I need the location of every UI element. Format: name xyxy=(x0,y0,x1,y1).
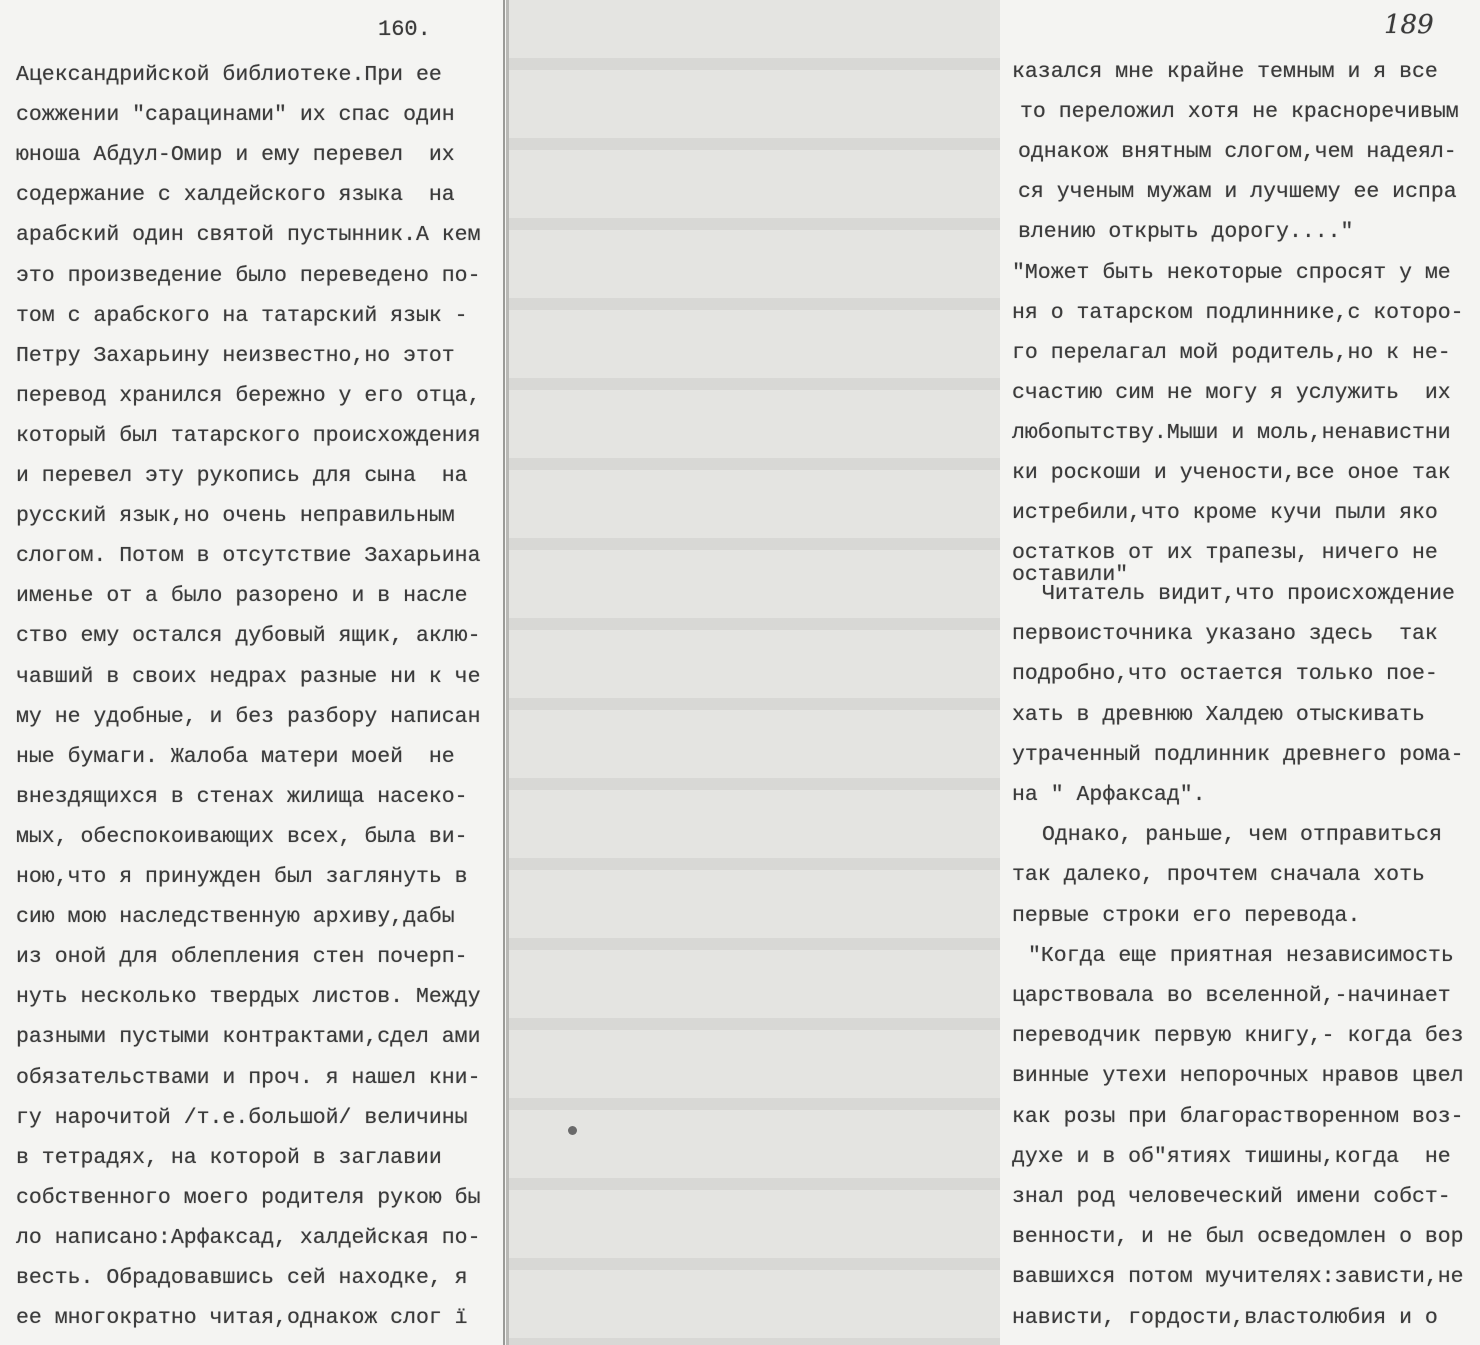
text-line: подробно,что остается только пое- xyxy=(1012,662,1438,687)
text-line: го перелагал мой родитель,но к не- xyxy=(1012,340,1451,365)
text-line: "Может быть некоторые спросят у ме xyxy=(1012,260,1451,285)
text-line: ною,что я принужден был заглянуть в xyxy=(16,865,468,889)
text-line: му не удобные, и без разбору написан xyxy=(16,704,481,729)
text-line: как розы при благорастворенном воз- xyxy=(1012,1104,1464,1129)
text-line: утраченный подлинник древнего рома- xyxy=(1012,742,1464,767)
text-line: именье от а было разорено и в насле xyxy=(16,584,468,609)
text-line: и перевел эту рукопись для сына на xyxy=(16,464,468,488)
text-line: внездящихся в стенах жилища насеко- xyxy=(16,784,468,809)
ink-spot xyxy=(568,1126,577,1135)
text-line: ее многократно читая,однакож слог ї xyxy=(16,1306,468,1331)
text-line: ство ему остался дубовый ящик, аклю- xyxy=(16,624,481,649)
text-line: разными пустыми контрактами,сдел ами xyxy=(16,1025,481,1050)
page-fold-line xyxy=(503,0,505,1345)
text-line: чавший в своих недрах разные ни к че xyxy=(16,664,481,689)
text-line: собственного моего родителя рукою бы xyxy=(16,1185,481,1210)
text-line: нависти, гордости,властолюбия и о xyxy=(1012,1305,1438,1330)
text-line: любопытству.Мыши и моль,ненавистни xyxy=(1012,420,1451,445)
text-line: том с арабского на татарский язык - xyxy=(16,303,468,328)
text-line: сию мою наследственную архиву,дабы xyxy=(16,905,455,930)
text-line: переводчик первую книгу,- когда без xyxy=(1012,1024,1464,1049)
text-line: юноша Абдул-Омир и ему перевел их xyxy=(16,143,455,168)
text-line: ло написано:Арфаксад, халдейская по- xyxy=(16,1225,481,1250)
text-line: то переложил хотя не красноречивым xyxy=(1020,100,1459,125)
text-line: казался мне крайне темным и я все xyxy=(1012,60,1438,84)
bleed-through-area xyxy=(506,0,1000,1345)
text-line: остатков от их трапезы, ничего не xyxy=(1012,541,1438,566)
text-line: обязательствами и проч. я нашел кни- xyxy=(16,1065,481,1090)
text-line: Однако, раньше, чем отправиться xyxy=(1042,823,1442,848)
text-line: счастию сим не могу я услужить их xyxy=(1012,380,1451,405)
text-line: гу нарочитой /т.е.большой/ величины xyxy=(16,1105,468,1130)
text-line: истребили,что кроме кучи пыли яко xyxy=(1012,501,1438,526)
text-line: так далеко, прочтем сначала хоть xyxy=(1012,863,1425,888)
text-line: ня о татарском подлиннике,с которо- xyxy=(1012,300,1464,325)
text-line: содержание с халдейского языка на xyxy=(16,183,455,208)
text-line: это произведение было переведено по- xyxy=(16,263,481,288)
text-line: хать в древнюю Халдею отыскивать xyxy=(1012,702,1425,727)
text-line: нуть несколько твердых листов. Между xyxy=(16,985,481,1010)
text-line: арабский один святой пустынник.А кем xyxy=(16,223,481,248)
text-line: ся ученым мужам и лучшему ее испра xyxy=(1018,180,1457,205)
text-line: на " Арфаксад". xyxy=(1012,783,1206,807)
text-line: однакож внятным слогом,чем надеял- xyxy=(1018,140,1457,165)
text-line: Петру Захарьину неизвестно,но этот xyxy=(16,343,455,368)
text-line: влению открыть дорогу...." xyxy=(1018,220,1354,245)
text-line: ные бумаги. Жалоба матери моей не xyxy=(16,744,455,769)
right-page-number: 189 xyxy=(1384,10,1434,40)
text-line: из оной для облепления стен почерп- xyxy=(16,945,468,970)
text-line: первоисточника указано здесь так xyxy=(1012,622,1438,647)
text-line: знал род человеческий имени собст- xyxy=(1012,1185,1451,1209)
text-line: ки роскоши и учености,все оное так xyxy=(1012,461,1451,485)
text-line: перевод хранился бережно у его отца, xyxy=(16,383,481,408)
text-line: сожжении "сарацинами" их спас один xyxy=(16,103,455,128)
text-line: который был татарского происхождения xyxy=(16,423,481,448)
text-line: мых, обеспокоивающих всех, была ви- xyxy=(16,824,468,849)
text-line: слогом. Потом в отсутствие Захарьина xyxy=(16,544,481,569)
text-line: русский язык,но очень неправильным xyxy=(16,504,455,529)
text-line: винные утехи непорочных нравов цвел xyxy=(1012,1064,1464,1089)
text-line: царствовала во вселенной,-начинает xyxy=(1012,984,1451,1008)
left-page-number: 160. xyxy=(378,17,431,42)
text-line: вавшихся потом мучителях:зависти,не xyxy=(1012,1265,1464,1290)
text-line: венности, и не был осведомлен о вор xyxy=(1012,1225,1464,1250)
text-line: первые строки его перевода. xyxy=(1012,903,1361,928)
text-line: духе и в об"ятиях тишины,когда не xyxy=(1012,1144,1451,1169)
text-line: Ацександрийской библиотеке.При ее xyxy=(16,63,442,87)
text-line: в тетрадях, на которой в заглавии xyxy=(16,1145,442,1170)
text-line: оставили" xyxy=(1012,563,1129,587)
text-line: Читатель видит,что происхождение xyxy=(1042,582,1455,606)
text-line: "Когда еще приятная независимость xyxy=(1028,943,1454,968)
text-line: весть. Обрадовавшись сей находке, я xyxy=(16,1266,468,1290)
